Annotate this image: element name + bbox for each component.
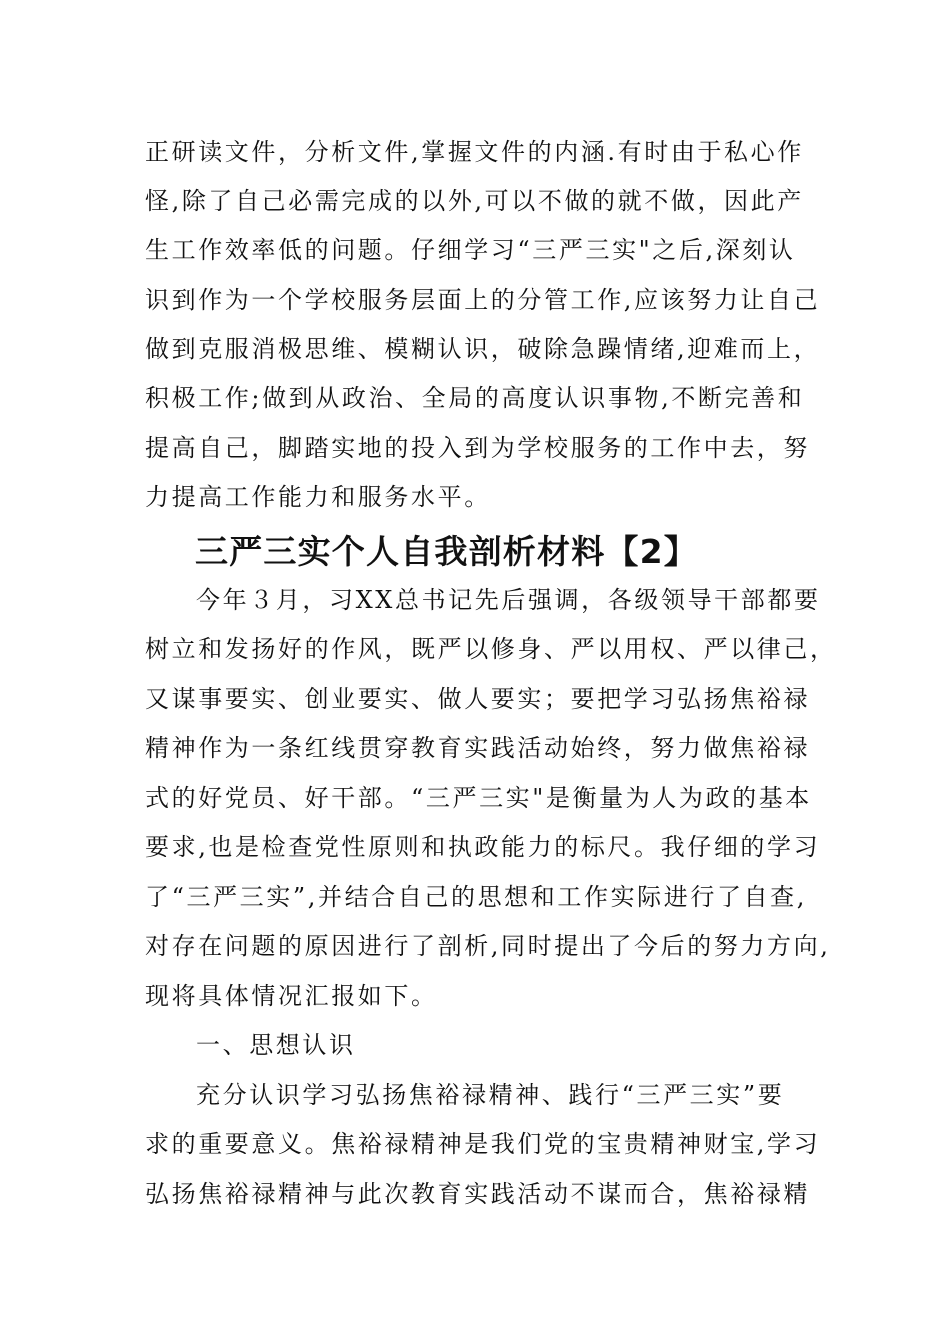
paragraph-line: 弘扬焦裕禄精神与此次教育实践活动不谋而合，焦裕禄精 — [145, 1180, 810, 1208]
paragraph-line: 怪,除了自己必需完成的以外,可以不做的就不做，因此产 — [145, 187, 804, 215]
paragraph-line: 精神作为一条红线贯穿教育实践活动始终，努力做焦裕禄 — [145, 734, 810, 762]
paragraph-line: 做到克服消极思维、模糊认识，破除急躁情绪,迎难而上， — [145, 335, 821, 363]
section-heading: 一、思想认识 — [196, 1031, 356, 1059]
paragraph-line: 又谋事要实、创业要实、做人要实；要把学习弘扬焦裕禄 — [145, 685, 810, 713]
section-title: 三严三实个人自我剖析材料【2】 — [195, 532, 698, 571]
paragraph-line: 今年３月，习XX总书记先后强调，各级领导干部都要 — [196, 586, 821, 614]
paragraph-line: 充分认识学习弘扬焦裕禄精神、践行“三严三实”要 — [196, 1081, 785, 1109]
paragraph-line: 生工作效率低的问题。仔细学习“三严三实"之后,深刻认 — [145, 236, 796, 264]
paragraph-line: 树立和发扬好的作风，既严以修身、严以用权、严以律己， — [145, 635, 837, 663]
paragraph-line: 对存在问题的原因进行了剖析,同时提出了今后的努力方向, — [145, 932, 831, 960]
paragraph-line: 现将具体情况汇报如下。 — [145, 982, 438, 1010]
paragraph-line: 正研读文件，分析文件,掌握文件的内涵.有时由于私心作 — [145, 138, 804, 166]
paragraph-line: 式的好党员、好干部。“三严三实"是衡量为人为政的基本 — [145, 784, 812, 812]
paragraph-line: 力提高工作能力和服务水平。 — [145, 483, 491, 511]
paragraph-line: 要求,也是检查党性原则和执政能力的标尺。我仔细的学习 — [145, 833, 821, 861]
paragraph-line: 了“三严三实”,并结合自己的思想和工作实际进行了自查, — [145, 883, 807, 911]
paragraph-line: 积极工作;做到从政治、全局的高度认识事物,不断完善和 — [145, 384, 805, 412]
paragraph-line: 提高自己，脚踏实地的投入到为学校服务的工作中去，努 — [145, 434, 810, 462]
paragraph-line: 识到作为一个学校服务层面上的分管工作,应该努力让自己 — [145, 286, 821, 314]
paragraph-line: 求的重要意义。焦裕禄精神是我们党的宝贵精神财宝,学习 — [145, 1130, 821, 1158]
